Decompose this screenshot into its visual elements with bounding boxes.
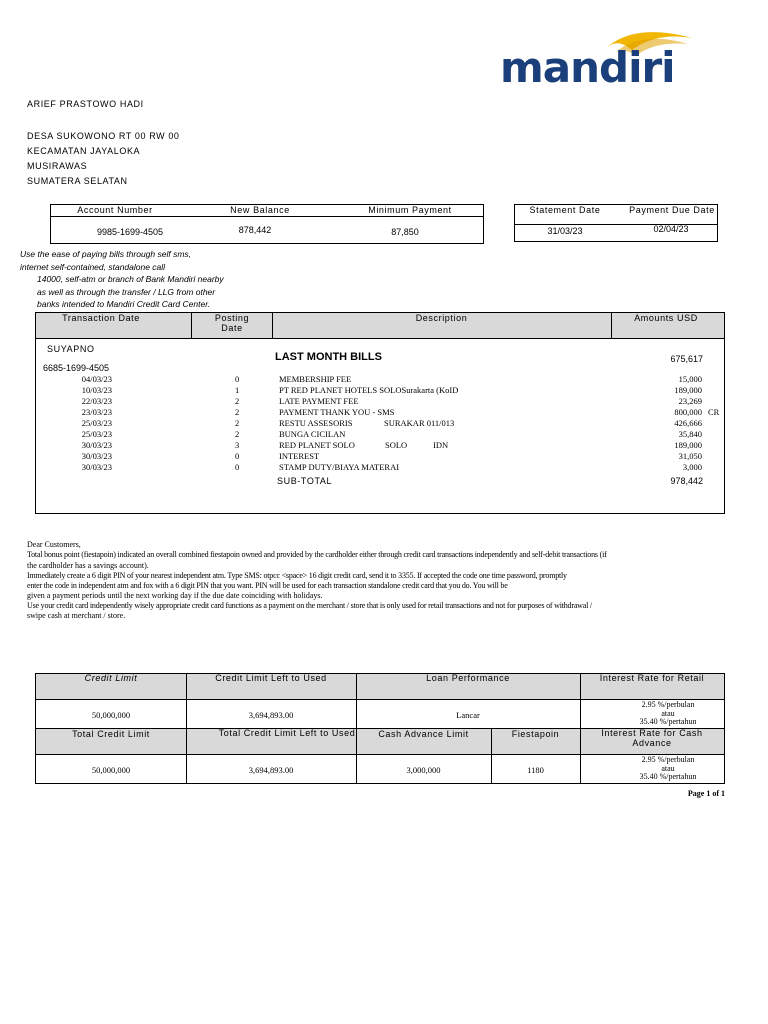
- rate-retail-monthly: 2.95 %/perbulan: [641, 700, 695, 709]
- address-line-1: DESA SUKOWONO RT 00 RW 00: [27, 131, 180, 141]
- cardholder-name: SUYAPNO: [47, 344, 95, 354]
- posting-date: 0: [235, 451, 240, 461]
- mandiri-logo: [498, 26, 698, 96]
- amount: 189,000: [674, 385, 702, 395]
- description: LATE PAYMENT FEE: [279, 396, 359, 406]
- transaction-date: 30/03/23: [81, 451, 112, 461]
- total-credit-limit-left-label: Total Credit Limit Left to Used: [218, 728, 356, 738]
- new-balance-value: 878,442: [238, 225, 272, 235]
- message-line-7: swipe cash at merchant / store.: [27, 611, 126, 620]
- transaction-date: 30/03/23: [81, 440, 112, 450]
- message-line-4: enter the code in independent atm and fox with a 6 digit PIN that you want. PIN will be used for each transaction standalone credit card that you do. You will be: [27, 581, 508, 590]
- payment-note-line-5: banks intended to Mandiri Credit Card Center.: [37, 299, 211, 309]
- description: RED PLANET SOLO: [279, 440, 355, 450]
- col-transaction-date: Transaction Date: [62, 313, 140, 323]
- total-credit-limit-label: Total Credit Limit: [72, 729, 150, 739]
- cash-advance-limit-label: Cash Advance Limit: [378, 729, 469, 739]
- credit-limit-left-value: 3,694,893.00: [248, 710, 294, 720]
- message-line-3: Immediately create a 6 digit PIN of your nearest independent atm. Type SMS: otpcc <space> 16 digit credit card, send it to 3355. If accepted the code one time password, promptly: [27, 571, 567, 580]
- amount: 800,000: [674, 407, 702, 417]
- last-month-bills-amount: 675,617: [670, 354, 703, 364]
- posting-date: 0: [235, 374, 240, 384]
- account-number-value: 9985-1699-4505: [96, 227, 164, 237]
- posting-date: 2: [235, 396, 240, 406]
- transaction-date: 04/03/23: [81, 374, 112, 384]
- description-city: SURAKAR 011/013: [384, 418, 455, 428]
- minimum-payment-value: 87,850: [391, 227, 419, 237]
- payment-due-label: Payment Due Date: [629, 205, 715, 215]
- statement-date-label: Statement Date: [529, 205, 601, 215]
- address-line-3: MUSIRAWAS: [27, 161, 88, 171]
- posting-date: 2: [235, 407, 240, 417]
- amount: 23,269: [678, 396, 702, 406]
- message-line-6: Use your credit card independently wisely appropriate credit card functions as a payment on the merchant / store that is only used for retail transactions and not for purposes of withdrawal /: [27, 601, 592, 610]
- subtotal-label: SUB-TOTAL: [277, 476, 333, 486]
- transaction-date: 22/03/23: [81, 396, 112, 406]
- interest-cash-label: Interest Rate for Cash Advance: [601, 728, 703, 748]
- amount: 15,000: [678, 374, 702, 384]
- payment-note-line-4: as well as through the transfer / LLG from other: [37, 287, 216, 297]
- account-number-label: Account Number: [77, 205, 153, 215]
- new-balance-label: New Balance: [230, 205, 290, 215]
- rate-cash-monthly: 2.95 %/perbulan: [641, 755, 695, 764]
- message-line-5: given a payment periods until the next working day if the due date coinciding with holidays.: [27, 591, 323, 600]
- description: BUNGA CICILAN: [279, 429, 346, 439]
- loan-performance-label: Loan Performance: [426, 673, 510, 683]
- statement-date-value: 31/03/23: [547, 226, 583, 236]
- credit-indicator: CR: [708, 407, 720, 417]
- amount: 189,000: [674, 440, 702, 450]
- transaction-date: 10/03/23: [81, 385, 112, 395]
- loan-performance-value: Lancar: [456, 710, 480, 720]
- transaction-date: 25/03/23: [81, 418, 112, 428]
- last-month-bills-label: LAST MONTH BILLS: [275, 351, 382, 363]
- posting-date: 2: [235, 418, 240, 428]
- subtotal-amount: 978,442: [670, 476, 703, 486]
- posting-date: 3: [235, 440, 240, 450]
- amount: 426,666: [674, 418, 702, 428]
- description: PT RED PLANET HOTELS SOLOSurakarta (KoID: [279, 385, 459, 395]
- payment-note-line-1: Use the ease of paying bills through self sms,: [20, 249, 192, 259]
- fiestapoin-label: Fiestapoin: [511, 729, 560, 739]
- mandiri-logo-wordmark: mandiri: [500, 43, 675, 92]
- address-line-4: SUMATERA SELATAN: [27, 176, 128, 186]
- message-line-2: the cardholder has a savings account).: [27, 561, 149, 570]
- message-greeting: Dear Customers,: [27, 540, 81, 549]
- posting-date: 0: [235, 462, 240, 472]
- description: STAMP DUTY/BIAYA MATERAI: [279, 462, 400, 472]
- rate-cash-yearly: 35.40 %/pertahun: [639, 772, 697, 781]
- transaction-date: 30/03/23: [81, 462, 112, 472]
- payment-note-line-3: 14000, self-atm or branch of Bank Mandiri nearby: [37, 274, 224, 284]
- description: MEMBERSHIP FEE: [279, 374, 352, 384]
- rate-retail-yearly: 35.40 %/pertahun: [639, 717, 697, 726]
- transaction-date: 23/03/23: [81, 407, 112, 417]
- minimum-payment-label: Minimum Payment: [368, 205, 452, 215]
- amount: 35,840: [678, 429, 702, 439]
- transaction-date: 25/03/23: [81, 429, 112, 439]
- amount: 3,000: [682, 462, 702, 472]
- rate-cash-or: atau: [661, 764, 675, 773]
- col-amounts: Amounts USD: [634, 313, 698, 323]
- fiestapoin-value: 1180: [527, 765, 544, 775]
- description: INTEREST: [279, 451, 320, 461]
- payment-note-line-2: internet self-contained, standalone call: [20, 262, 166, 272]
- description-city: SOLO: [385, 440, 408, 450]
- posting-date: 1: [235, 385, 240, 395]
- total-credit-limit-value: 50,000,000: [91, 765, 131, 775]
- page-number: Page 1 of 1: [687, 789, 725, 798]
- total-credit-limit-left-value: 3,694,893.00: [248, 765, 294, 775]
- rate-retail-or: atau: [661, 709, 675, 718]
- col-posting-date: Posting Date: [214, 313, 250, 333]
- customer-name: ARIEF PRASTOWO HADI: [27, 99, 144, 109]
- address-line-2: KECAMATAN JAYALOKA: [27, 146, 141, 156]
- message-line-1: Total bonus point (fiestapoin) indicated an overall combined fiestapoin owned and provided by the cardholder either through credit card transactions independently and self-debit transactions (if: [27, 550, 607, 559]
- amount: 31,050: [678, 451, 702, 461]
- description: RESTU ASSESORIS: [279, 418, 353, 428]
- credit-limit-label: Credit Limit: [84, 673, 138, 683]
- card-number: 6685-1699-4505: [43, 363, 110, 373]
- description-country: IDN: [433, 440, 449, 450]
- cash-advance-limit-value: 3,000,000: [406, 765, 441, 775]
- interest-retail-label: Interest Rate for Retail: [599, 673, 705, 683]
- payment-due-value: 02/04/23: [653, 224, 689, 234]
- description: PAYMENT THANK YOU - SMS: [279, 407, 395, 417]
- credit-limit-left-label: Credit Limit Left to Used: [215, 673, 327, 683]
- col-description: Description: [415, 313, 468, 323]
- credit-limit-value: 50,000,000: [91, 710, 131, 720]
- posting-date: 2: [235, 429, 240, 439]
